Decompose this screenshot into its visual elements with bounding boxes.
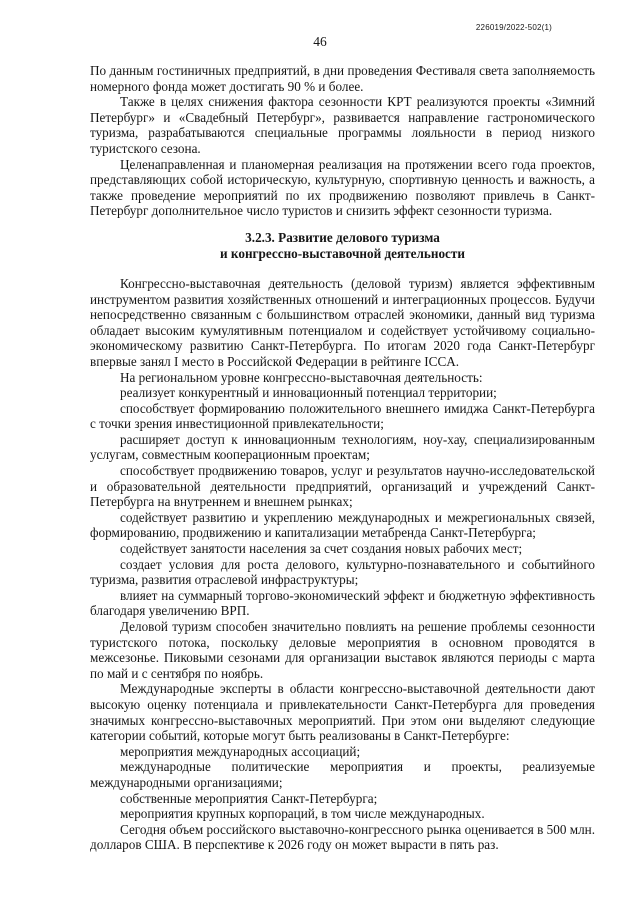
page-body	[90, 63, 595, 853]
paragraph: Международные эксперты в области конгрессно-выставочной деятельности дают высокую оценку потенциала и привлекательности Санкт-Петербурга для проведения значимых конгрессно-выставочных мероприятий. При этом они выделяют следующие категории событий, которые могут быть реализованы в Санкт-Петербурге:	[90, 681, 595, 744]
list-item: мероприятия международных ассоциаций;	[120, 743, 361, 759]
paragraph: Также в целях снижения фактора сезонности КРТ реализуются проекты «Зимний Петербург» и «Свадебный Петербург», развивается направление гастрономического туризма, разрабатываются специальные программы лояльности в период низкого туристского сезона.	[90, 94, 595, 156]
list-item: способствует формированию положительного внешнего имиджа Санкт-Петербурга с точки зрения инвестиционной привлекательности;	[90, 400, 595, 432]
page-number: 46	[313, 34, 327, 49]
document-id: 226019/2022-502(1)	[475, 23, 552, 32]
list-item: содействует занятости населения за счет создания новых рабочих мест;	[120, 541, 523, 557]
paragraph: Сегодня объем российского выставочно-конгрессного рынка оценивается в 500 млн. долларов США. В перспективе к 2026 году он может вырасти в пять раз.	[90, 821, 595, 853]
paragraph: Целенаправленная и планомерная реализация на протяжении всего года проектов, представляющих собой историческую, культурную, спортивную ценность и важность, а также проведение мероприятий по их продвижению позволяют привлечь в Санкт-Петербург дополнительное число туристов и снизить эффект сезонности туризма.	[90, 156, 595, 219]
paragraph: На региональном уровне конгрессно-выставочная деятельность:	[120, 369, 483, 385]
list-item: влияет на суммарный торгово-экономический эффект и бюджетную эффективность благодаря увеличению ВРП.	[90, 587, 595, 619]
list-item: международные политические мероприятия и проекты, реализуемые международными организациями;	[90, 759, 595, 790]
list-item: собственные мероприятия Санкт-Петербурга;	[120, 790, 378, 806]
section-heading	[90, 230, 595, 262]
list-item: мероприятия крупных корпораций, в том числе международных.	[120, 806, 485, 822]
section-heading-line: 3.2.3. Развитие делового туризма	[245, 229, 440, 245]
list-item: способствует продвижению товаров, услуг и результатов научно-исследовательской и образовательной деятельности предприятий, организаций и учреждений Санкт-Петербурга на внутреннем и внешнем рынках;	[90, 463, 595, 510]
list-item: создает условия для роста делового, культурно-познавательного и событийного туризма, развития отраслевой инфраструктуры;	[90, 556, 595, 588]
list-item: расширяет доступ к инновационным технологиям, ноу-хау, специализированным услугам, совместным кооперационным проектам;	[90, 431, 595, 463]
paragraph: Деловой туризм способен значительно повлиять на решение проблемы сезонности туристского потока, поскольку деловые мероприятия в основном проводятся в межсезонье. Пиковыми сезонами для организации выставок являются периоды с марта по май и с сентября по ноябрь.	[90, 619, 595, 681]
section-heading-line: и конгрессно-выставочной деятельности	[220, 245, 465, 261]
paragraph: Конгрессно-выставочная деятельность (деловой туризм) является эффективным инструментом развития хозяйственных отношений и интеграционных процессов. Будучи непосредственно связанным с большинством отраслей экономики, данный вид туризма обладает высоким кумулятивным потенциалом и содействует устойчивому социально-экономическому развитию Санкт-Петербурга. По итогам 2020 года Санкт-Петербург впервые занял I место в Российской Федерации в рейтинге ICCA.	[90, 275, 595, 369]
list-item: реализует конкурентный и инновационный потенциал территории;	[120, 385, 497, 401]
list-item: содействует развитию и укреплению международных и межрегиональных связей, формированию, продвижению и капитализации метабренда Санкт-Петербурга;	[90, 509, 595, 541]
paragraph: По данным гостиничных предприятий, в дни проведения Фестиваля света заполняемость номерного фонда может достигать 90 % и более.	[90, 63, 595, 94]
